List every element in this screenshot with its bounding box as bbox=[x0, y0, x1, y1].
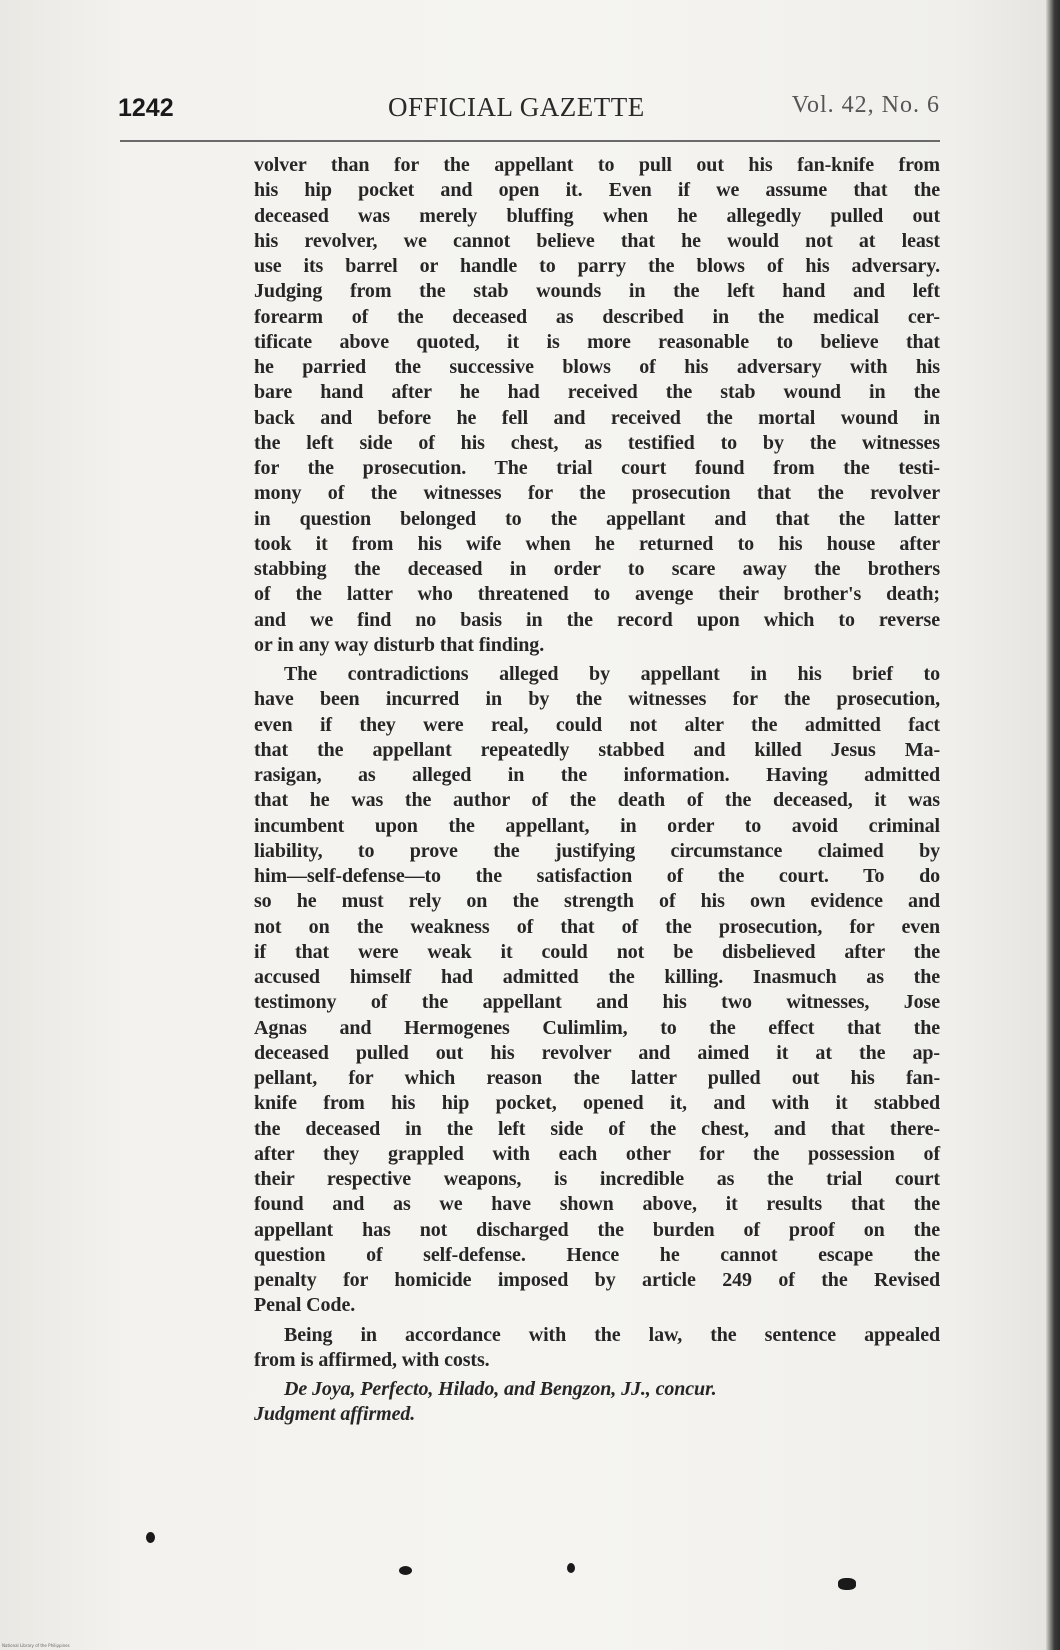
text-line: even if they were real, could not alter the admitted fact bbox=[254, 713, 940, 736]
text-line: question of self-defense. Hence he cannot escape the bbox=[254, 1243, 940, 1266]
scan-speck bbox=[838, 1578, 856, 1590]
text-line: volver than for the appellant to pull out his fan-knife from bbox=[254, 154, 940, 176]
text-line: mony of the witnesses for the prosecution that the revolver bbox=[254, 482, 940, 505]
text-line: knife from his hip pocket, opened it, and with it stabbed bbox=[254, 1092, 940, 1115]
text-line: Judging from the stab wounds in the left hand and left bbox=[254, 280, 940, 303]
text-line: found and as we have shown above, it results that the bbox=[254, 1193, 940, 1216]
text-line: accused himself had admitted the killing. Inasmuch as the bbox=[254, 966, 940, 988]
text-line: testimony of the appellant and his two witnesses, Jose bbox=[254, 991, 940, 1014]
text-line: liability, to prove the justifying circumstance claimed by bbox=[254, 839, 940, 862]
concurring-justices: De Joya, Perfecto, Hilado, and Bengzon, JJ., concur. bbox=[284, 1378, 717, 1400]
text-line: from is affirmed, with costs. bbox=[254, 1348, 490, 1371]
text-line: his hip pocket and open it. Even if we assume that the bbox=[254, 179, 940, 202]
text-line: use its barrel or handle to parry the blows of his adversary. bbox=[254, 255, 940, 277]
text-line: tificate above quoted, it is more reasonable to believe that bbox=[254, 330, 940, 353]
scan-credit: National Library of the Philippines bbox=[2, 1643, 70, 1648]
page-number: 1242 bbox=[118, 94, 174, 122]
text-line: stabbing the deceased in order to scare away the brothers bbox=[254, 558, 940, 580]
volume-number: Vol. 42, No. 6 bbox=[791, 92, 940, 118]
text-line: Agnas and Hermogenes Culimlim, to the effect that the bbox=[254, 1016, 940, 1039]
text-line: took it from his wife when he returned to his house after bbox=[254, 532, 940, 555]
text-line: that he was the author of the death of the deceased, it was bbox=[254, 789, 940, 812]
text-line: have been incurred in by the witnesses for the prosecution, bbox=[254, 688, 940, 711]
page-edge-shadow bbox=[1046, 0, 1060, 1650]
text-line: back and before he fell and received the mortal wound in bbox=[254, 406, 940, 429]
text-line: that the appellant repeatedly stabbed and killed Jesus Ma- bbox=[254, 738, 940, 761]
text-line: penalty for homicide imposed by article 249 of the Revised bbox=[254, 1269, 940, 1291]
header-rule bbox=[120, 140, 940, 142]
text-line: the left side of his chest, as testified to by the witnesses bbox=[254, 431, 940, 454]
scan-speck bbox=[146, 1532, 155, 1543]
text-line: pellant, for which reason the latter pulled out his fan- bbox=[254, 1067, 940, 1089]
text-line: deceased pulled out his revolver and aimed it at the ap- bbox=[254, 1041, 940, 1064]
text-line: if that were weak it could not be disbelieved after the bbox=[254, 940, 940, 963]
text-line: not on the weakness of that of the prosecution, for even bbox=[254, 915, 940, 938]
text-line: appellant has not discharged the burden of proof on the bbox=[254, 1218, 940, 1241]
text-line: forearm of the deceased as described in the medical cer- bbox=[254, 305, 940, 328]
text-line: he parried the successive blows of his adversary with his bbox=[254, 356, 940, 378]
text-line: of the latter who threatened to avenge their brother's death; bbox=[254, 583, 940, 606]
text-line: deceased was merely bluffing when he allegedly pulled out bbox=[254, 204, 940, 227]
text-line: so he must rely on the strength of his own evidence and bbox=[254, 890, 940, 913]
judgment-line: Judgment affirmed. bbox=[254, 1403, 416, 1426]
opinion-text bbox=[254, 153, 940, 1428]
text-line: and we find no basis in the record upon which to reverse bbox=[254, 608, 940, 631]
text-line: The contradictions alleged by appellant in his brief to bbox=[284, 663, 940, 685]
text-line: their respective weapons, is incredible as the trial court bbox=[254, 1168, 940, 1190]
text-line: Being in accordance with the law, the sentence appealed bbox=[284, 1323, 940, 1346]
text-line: or in any way disturb that finding. bbox=[254, 633, 545, 656]
text-line: in question belonged to the appellant and that the latter bbox=[254, 507, 940, 530]
scan-speck bbox=[399, 1566, 412, 1575]
text-line: his revolver, we cannot believe that he would not at least bbox=[254, 229, 940, 252]
text-line: incumbent upon the appellant, in order to avoid criminal bbox=[254, 814, 940, 837]
page-header bbox=[118, 94, 940, 134]
text-line: after they grappled with each other for the possession of bbox=[254, 1142, 940, 1165]
scan-speck bbox=[567, 1563, 575, 1573]
text-line: the deceased in the left side of the chest, and that there- bbox=[254, 1117, 940, 1140]
text-line: rasigan, as alleged in the information. Having admitted bbox=[254, 764, 940, 786]
text-line: for the prosecution. The trial court found from the testi- bbox=[254, 457, 940, 479]
text-line: him—self-defense—to the satisfaction of the court. To do bbox=[254, 865, 940, 887]
text-line: Penal Code. bbox=[254, 1294, 356, 1317]
text-line: bare hand after he had received the stab wound in the bbox=[254, 381, 940, 404]
journal-title: OFFICIAL GAZETTE bbox=[388, 92, 645, 122]
